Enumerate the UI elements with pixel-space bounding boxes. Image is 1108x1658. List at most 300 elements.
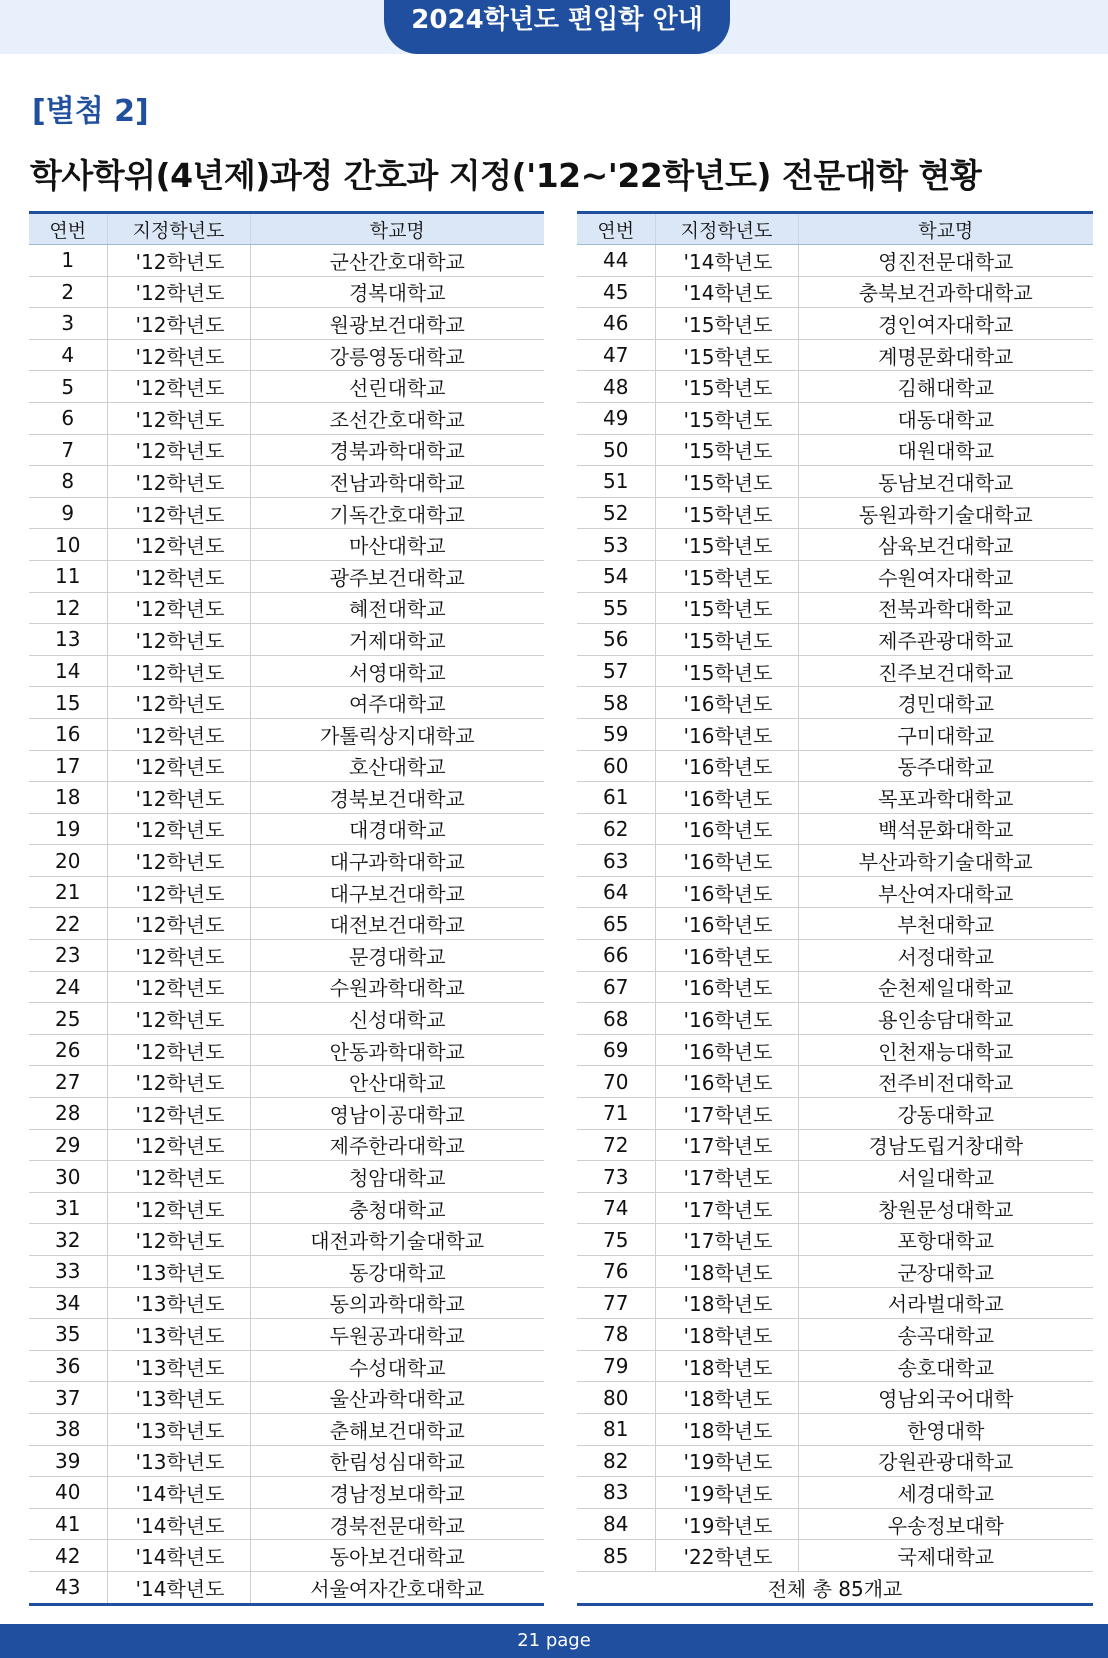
row-school-name: 강릉영동대학교 (250, 339, 544, 371)
row-school-name: 경북전문대학교 (250, 1508, 544, 1540)
table-row (29, 624, 544, 656)
table-row (29, 813, 544, 845)
row-school-name: 경민대학교 (798, 687, 1093, 719)
row-year: '12학년도 (107, 466, 250, 498)
row-number: 74 (577, 1192, 655, 1224)
row-number: 66 (577, 940, 655, 972)
row-school-name: 경인여자대학교 (798, 308, 1093, 340)
table-row (577, 529, 1093, 561)
row-school-name: 대전과학기술대학교 (250, 1224, 544, 1256)
table-row (577, 782, 1093, 814)
row-school-name: 두원공과대학교 (250, 1319, 544, 1351)
table-row (29, 371, 544, 403)
row-year: '19학년도 (655, 1477, 798, 1509)
row-year: '13학년도 (107, 1445, 250, 1477)
row-school-name: 안산대학교 (250, 1066, 544, 1098)
row-school-name: 영진전문대학교 (798, 245, 1093, 277)
row-school-name: 안동과학대학교 (250, 1034, 544, 1066)
row-number: 14 (29, 655, 107, 687)
row-number: 16 (29, 718, 107, 750)
row-school-name: 세경대학교 (798, 1477, 1093, 1509)
row-year: '12학년도 (107, 245, 250, 277)
table-row (29, 592, 544, 624)
table-row (29, 1571, 544, 1604)
table-row (29, 908, 544, 940)
table-row (577, 592, 1093, 624)
row-school-name: 강동대학교 (798, 1098, 1093, 1130)
row-number: 43 (29, 1571, 107, 1604)
row-school-name: 경남정보대학교 (250, 1477, 544, 1509)
row-school-name: 경북보건대학교 (250, 782, 544, 814)
row-school-name: 부산여자대학교 (798, 876, 1093, 908)
table-row (29, 339, 544, 371)
row-number: 80 (577, 1382, 655, 1414)
table-row (577, 813, 1093, 845)
row-number: 78 (577, 1319, 655, 1351)
header-title-tab: 2024학년도 편입학 안내 (384, 0, 730, 54)
row-year: '12학년도 (107, 497, 250, 529)
row-number: 53 (577, 529, 655, 561)
table-row (29, 308, 544, 340)
row-number: 15 (29, 687, 107, 719)
row-school-name: 선린대학교 (250, 371, 544, 403)
row-year: '12학년도 (107, 971, 250, 1003)
page-title: 학사학위(4년제)과정 간호과 지정('12~'22학년도) 전문대학 현황 (30, 156, 982, 195)
row-year: '18학년도 (655, 1382, 798, 1414)
table-row (577, 845, 1093, 877)
table-row (29, 1445, 544, 1477)
row-school-name: 서영대학교 (250, 655, 544, 687)
row-school-name: 대원대학교 (798, 434, 1093, 466)
row-year: '16학년도 (655, 876, 798, 908)
row-year: '16학년도 (655, 813, 798, 845)
row-school-name: 동의과학대학교 (250, 1287, 544, 1319)
table-row (29, 1477, 544, 1509)
row-year: '15학년도 (655, 308, 798, 340)
row-school-name: 경북과학대학교 (250, 434, 544, 466)
row-number: 5 (29, 371, 107, 403)
row-school-name: 대경대학교 (250, 813, 544, 845)
row-school-name: 강원관광대학교 (798, 1445, 1093, 1477)
table-row (577, 1003, 1093, 1035)
row-year: '15학년도 (655, 655, 798, 687)
row-number: 41 (29, 1508, 107, 1540)
row-year: '12학년도 (107, 276, 250, 308)
row-year: '16학년도 (655, 718, 798, 750)
table-row (29, 1287, 544, 1319)
row-school-name: 인천재능대학교 (798, 1034, 1093, 1066)
row-number: 50 (577, 434, 655, 466)
row-year: '18학년도 (655, 1350, 798, 1382)
row-school-name: 가톨릭상지대학교 (250, 718, 544, 750)
table-row (577, 687, 1093, 719)
row-year: '14학년도 (107, 1508, 250, 1540)
row-number: 71 (577, 1098, 655, 1130)
row-school-name: 군산간호대학교 (250, 245, 544, 277)
row-year: '15학년도 (655, 529, 798, 561)
table-row (577, 497, 1093, 529)
row-year: '12학년도 (107, 1098, 250, 1130)
row-number: 25 (29, 1003, 107, 1035)
row-year: '12학년도 (107, 782, 250, 814)
row-year: '12학년도 (107, 339, 250, 371)
table-total-row (577, 1571, 1093, 1604)
row-number: 44 (577, 245, 655, 277)
row-school-name: 창원문성대학교 (798, 1192, 1093, 1224)
table-row (29, 940, 544, 972)
row-year: '13학년도 (107, 1287, 250, 1319)
row-school-name: 서일대학교 (798, 1161, 1093, 1193)
row-year: '18학년도 (655, 1319, 798, 1351)
row-year: '12학년도 (107, 529, 250, 561)
row-year: '12학년도 (107, 1161, 250, 1193)
row-number: 79 (577, 1350, 655, 1382)
row-year: '12학년도 (107, 560, 250, 592)
row-number: 7 (29, 434, 107, 466)
row-year: '19학년도 (655, 1445, 798, 1477)
row-school-name: 김해대학교 (798, 371, 1093, 403)
row-number: 73 (577, 1161, 655, 1193)
table-row (577, 718, 1093, 750)
row-number: 9 (29, 497, 107, 529)
row-number: 51 (577, 466, 655, 498)
table-row (577, 466, 1093, 498)
row-year: '12학년도 (107, 1066, 250, 1098)
row-number: 55 (577, 592, 655, 624)
row-school-name: 국제대학교 (798, 1540, 1093, 1572)
row-number: 48 (577, 371, 655, 403)
table-row (29, 718, 544, 750)
row-school-name: 수성대학교 (250, 1350, 544, 1382)
row-number: 22 (29, 908, 107, 940)
row-number: 46 (577, 308, 655, 340)
row-school-name: 서정대학교 (798, 940, 1093, 972)
row-number: 2 (29, 276, 107, 308)
row-number: 45 (577, 276, 655, 308)
row-school-name: 동아보건대학교 (250, 1540, 544, 1572)
row-number: 35 (29, 1319, 107, 1351)
table-row (29, 560, 544, 592)
table-row (577, 624, 1093, 656)
row-number: 72 (577, 1129, 655, 1161)
row-number: 1 (29, 245, 107, 277)
row-school-name: 충청대학교 (250, 1192, 544, 1224)
row-number: 58 (577, 687, 655, 719)
table-row (577, 1540, 1093, 1572)
table-row (577, 1129, 1093, 1161)
row-year: '12학년도 (107, 371, 250, 403)
table-row (577, 434, 1093, 466)
row-school-name: 군장대학교 (798, 1256, 1093, 1288)
row-year: '19학년도 (655, 1508, 798, 1540)
table-row (577, 1350, 1093, 1382)
table-row (577, 560, 1093, 592)
row-number: 62 (577, 813, 655, 845)
schools-table-left (29, 211, 544, 1606)
row-number: 10 (29, 529, 107, 561)
row-number: 34 (29, 1287, 107, 1319)
table-row (577, 971, 1093, 1003)
col-header-year: 지정학년도 (107, 213, 250, 245)
row-year: '14학년도 (107, 1477, 250, 1509)
table-row (577, 940, 1093, 972)
row-year: '13학년도 (107, 1256, 250, 1288)
row-school-name: 경남도립거창대학 (798, 1129, 1093, 1161)
page-footer: 21 page (0, 1624, 1108, 1658)
row-number: 63 (577, 845, 655, 877)
row-number: 36 (29, 1350, 107, 1382)
row-number: 38 (29, 1413, 107, 1445)
row-school-name: 포항대학교 (798, 1224, 1093, 1256)
row-number: 18 (29, 782, 107, 814)
table-row (29, 1066, 544, 1098)
row-school-name: 춘해보건대학교 (250, 1413, 544, 1445)
row-number: 81 (577, 1413, 655, 1445)
col-header-year: 지정학년도 (655, 213, 798, 245)
table-row (577, 1319, 1093, 1351)
table-row (29, 1319, 544, 1351)
row-number: 23 (29, 940, 107, 972)
table-row (577, 245, 1093, 277)
row-number: 70 (577, 1066, 655, 1098)
row-number: 30 (29, 1161, 107, 1193)
row-school-name: 동강대학교 (250, 1256, 544, 1288)
row-number: 54 (577, 560, 655, 592)
row-number: 69 (577, 1034, 655, 1066)
table-row (29, 276, 544, 308)
table-row (29, 1034, 544, 1066)
row-number: 76 (577, 1256, 655, 1288)
row-school-name: 전북과학대학교 (798, 592, 1093, 624)
row-number: 31 (29, 1192, 107, 1224)
row-number: 56 (577, 624, 655, 656)
row-year: '12학년도 (107, 718, 250, 750)
row-year: '13학년도 (107, 1350, 250, 1382)
row-year: '16학년도 (655, 782, 798, 814)
table-row (29, 1224, 544, 1256)
row-number: 47 (577, 339, 655, 371)
table-row (29, 1382, 544, 1414)
row-number: 57 (577, 655, 655, 687)
table-row (577, 750, 1093, 782)
row-number: 12 (29, 592, 107, 624)
row-number: 19 (29, 813, 107, 845)
row-year: '14학년도 (107, 1540, 250, 1572)
table-row (29, 529, 544, 561)
row-school-name: 대전보건대학교 (250, 908, 544, 940)
row-year: '12학년도 (107, 1192, 250, 1224)
row-school-name: 문경대학교 (250, 940, 544, 972)
schools-table-right (577, 211, 1093, 1606)
row-number: 21 (29, 876, 107, 908)
table-row (29, 434, 544, 466)
row-number: 28 (29, 1098, 107, 1130)
row-number: 64 (577, 876, 655, 908)
table-row (29, 876, 544, 908)
row-year: '14학년도 (107, 1571, 250, 1604)
total-count: 전체 총 85개교 (577, 1571, 1093, 1604)
row-number: 61 (577, 782, 655, 814)
row-number: 52 (577, 497, 655, 529)
row-school-name: 기독간호대학교 (250, 497, 544, 529)
row-school-name: 신성대학교 (250, 1003, 544, 1035)
row-number: 17 (29, 750, 107, 782)
row-number: 75 (577, 1224, 655, 1256)
table-row (577, 1287, 1093, 1319)
row-year: '14학년도 (655, 245, 798, 277)
table-row (29, 466, 544, 498)
col-header-school: 학교명 (250, 213, 544, 245)
row-number: 13 (29, 624, 107, 656)
row-school-name: 동남보건대학교 (798, 466, 1093, 498)
row-year: '13학년도 (107, 1319, 250, 1351)
row-school-name: 부천대학교 (798, 908, 1093, 940)
row-year: '17학년도 (655, 1224, 798, 1256)
row-year: '12학년도 (107, 687, 250, 719)
row-number: 85 (577, 1540, 655, 1572)
table-row (29, 402, 544, 434)
row-year: '18학년도 (655, 1287, 798, 1319)
table-row (577, 1161, 1093, 1193)
table-row (577, 1477, 1093, 1509)
row-year: '12학년도 (107, 592, 250, 624)
row-year: '18학년도 (655, 1256, 798, 1288)
row-year: '12학년도 (107, 876, 250, 908)
table-row (29, 782, 544, 814)
row-school-name: 마산대학교 (250, 529, 544, 561)
row-school-name: 목포과학대학교 (798, 782, 1093, 814)
row-year: '16학년도 (655, 971, 798, 1003)
row-number: 29 (29, 1129, 107, 1161)
row-year: '15학년도 (655, 497, 798, 529)
row-school-name: 전남과학대학교 (250, 466, 544, 498)
row-year: '15학년도 (655, 402, 798, 434)
row-year: '12학년도 (107, 813, 250, 845)
row-number: 8 (29, 466, 107, 498)
row-number: 83 (577, 1477, 655, 1509)
table-row (577, 339, 1093, 371)
table-row (577, 1256, 1093, 1288)
row-year: '15학년도 (655, 466, 798, 498)
row-school-name: 동주대학교 (798, 750, 1093, 782)
row-year: '15학년도 (655, 339, 798, 371)
table-row (577, 908, 1093, 940)
row-school-name: 계명문화대학교 (798, 339, 1093, 371)
row-year: '16학년도 (655, 908, 798, 940)
row-number: 33 (29, 1256, 107, 1288)
col-header-school: 학교명 (798, 213, 1093, 245)
row-number: 68 (577, 1003, 655, 1035)
row-school-name: 서울여자간호대학교 (250, 1571, 544, 1604)
row-school-name: 삼육보건대학교 (798, 529, 1093, 561)
row-year: '15학년도 (655, 592, 798, 624)
row-number: 49 (577, 402, 655, 434)
row-year: '12학년도 (107, 1034, 250, 1066)
table-row (29, 687, 544, 719)
row-school-name: 대구보건대학교 (250, 876, 544, 908)
row-school-name: 제주한라대학교 (250, 1129, 544, 1161)
row-number: 60 (577, 750, 655, 782)
row-school-name: 거제대학교 (250, 624, 544, 656)
row-number: 24 (29, 971, 107, 1003)
table-row (29, 845, 544, 877)
table-row (29, 1350, 544, 1382)
row-year: '22학년도 (655, 1540, 798, 1572)
table-row (29, 1508, 544, 1540)
row-year: '15학년도 (655, 560, 798, 592)
table-row (29, 1129, 544, 1161)
row-number: 4 (29, 339, 107, 371)
row-year: '15학년도 (655, 371, 798, 403)
row-year: '12학년도 (107, 434, 250, 466)
table-row (29, 497, 544, 529)
table-row (577, 308, 1093, 340)
row-number: 39 (29, 1445, 107, 1477)
table-row (29, 750, 544, 782)
row-year: '15학년도 (655, 624, 798, 656)
row-number: 37 (29, 1382, 107, 1414)
table-row (29, 1098, 544, 1130)
row-year: '12학년도 (107, 308, 250, 340)
table-row (577, 1508, 1093, 1540)
table-row (577, 1034, 1093, 1066)
row-school-name: 송호대학교 (798, 1350, 1093, 1382)
row-year: '14학년도 (655, 276, 798, 308)
row-school-name: 제주관광대학교 (798, 624, 1093, 656)
row-year: '12학년도 (107, 750, 250, 782)
row-school-name: 한림성심대학교 (250, 1445, 544, 1477)
row-year: '17학년도 (655, 1129, 798, 1161)
table-row (577, 1192, 1093, 1224)
row-number: 67 (577, 971, 655, 1003)
row-school-name: 한영대학 (798, 1413, 1093, 1445)
table-row (29, 971, 544, 1003)
row-year: '12학년도 (107, 655, 250, 687)
table-row (577, 1382, 1093, 1414)
row-year: '12학년도 (107, 402, 250, 434)
row-year: '12학년도 (107, 845, 250, 877)
table-row (577, 276, 1093, 308)
row-number: 27 (29, 1066, 107, 1098)
col-header-number: 연번 (577, 213, 655, 245)
row-number: 40 (29, 1477, 107, 1509)
row-school-name: 호산대학교 (250, 750, 544, 782)
row-school-name: 영남외국어대학 (798, 1382, 1093, 1414)
row-year: '16학년도 (655, 845, 798, 877)
row-school-name: 용인송담대학교 (798, 1003, 1093, 1035)
row-number: 42 (29, 1540, 107, 1572)
table-row (29, 655, 544, 687)
table-row (29, 1192, 544, 1224)
row-school-name: 영남이공대학교 (250, 1098, 544, 1130)
row-school-name: 우송정보대학 (798, 1508, 1093, 1540)
row-school-name: 전주비전대학교 (798, 1066, 1093, 1098)
row-school-name: 순천제일대학교 (798, 971, 1093, 1003)
table-row (29, 1413, 544, 1445)
attachment-label: [별첨 2] (32, 94, 149, 129)
row-number: 65 (577, 908, 655, 940)
row-school-name: 원광보건대학교 (250, 308, 544, 340)
row-school-name: 여주대학교 (250, 687, 544, 719)
row-number: 11 (29, 560, 107, 592)
row-year: '13학년도 (107, 1413, 250, 1445)
row-year: '13학년도 (107, 1382, 250, 1414)
table-row (577, 402, 1093, 434)
row-year: '12학년도 (107, 1129, 250, 1161)
table-row (577, 1413, 1093, 1445)
row-school-name: 광주보건대학교 (250, 560, 544, 592)
row-school-name: 충북보건과학대학교 (798, 276, 1093, 308)
